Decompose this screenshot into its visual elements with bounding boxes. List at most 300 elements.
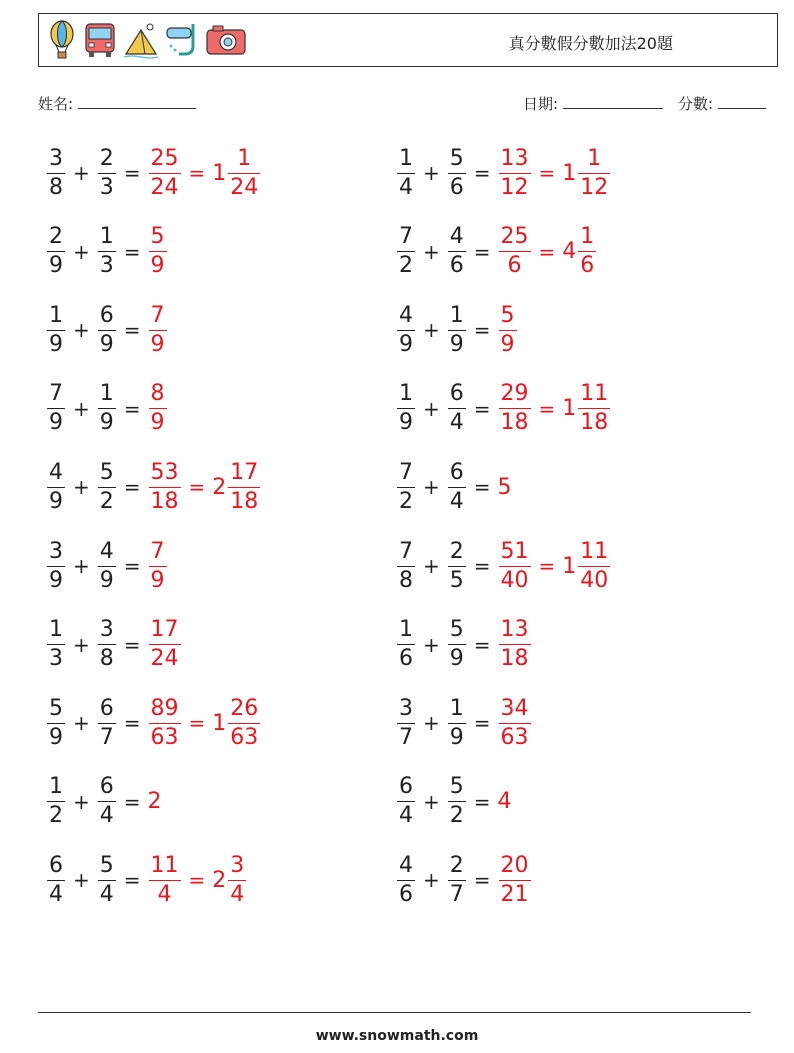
equals-sign: = bbox=[123, 554, 141, 578]
score-blank[interactable] bbox=[718, 94, 766, 109]
addend-fraction bbox=[47, 852, 65, 907]
name-field bbox=[38, 93, 196, 114]
numerator: 1 bbox=[237, 145, 252, 171]
numerator: 34 bbox=[500, 695, 529, 721]
denominator: 9 bbox=[500, 331, 515, 357]
answer bbox=[498, 695, 532, 750]
equals-sign: = bbox=[538, 396, 556, 421]
plus-sign: + bbox=[73, 475, 90, 500]
answer bbox=[148, 145, 262, 200]
plus-sign: + bbox=[73, 239, 90, 264]
numerator: 1 bbox=[49, 774, 63, 800]
denominator: 9 bbox=[49, 488, 63, 514]
equals-sign: = bbox=[123, 318, 141, 343]
addend-fraction bbox=[47, 459, 65, 514]
numerator: 2 bbox=[449, 852, 464, 878]
numerator: 11 bbox=[580, 381, 609, 407]
addend-fraction bbox=[397, 619, 415, 670]
answer-fraction bbox=[499, 538, 531, 593]
denominator: 9 bbox=[399, 331, 413, 357]
addend-fraction bbox=[98, 538, 116, 593]
numerator: 5 bbox=[449, 774, 464, 800]
name-label: 姓名: bbox=[38, 95, 74, 113]
answer-fraction bbox=[149, 459, 181, 514]
plus-sign: + bbox=[423, 239, 440, 264]
numerator: 1 bbox=[399, 617, 413, 643]
numerator: 7 bbox=[150, 302, 165, 328]
equals-sign: = bbox=[473, 868, 491, 893]
addend-fraction bbox=[98, 459, 116, 514]
numerator: 5 bbox=[99, 852, 114, 878]
plus-sign: + bbox=[73, 868, 90, 893]
addend-fraction bbox=[98, 852, 116, 907]
addend-fraction bbox=[397, 383, 415, 434]
answer bbox=[498, 383, 612, 434]
problem-17 bbox=[46, 772, 163, 832]
addend-fraction bbox=[47, 383, 65, 434]
denominator: 9 bbox=[449, 724, 464, 750]
equals-sign: = bbox=[473, 789, 491, 814]
problem-3 bbox=[46, 222, 168, 282]
numerator: 3 bbox=[230, 852, 245, 878]
denominator: 24 bbox=[150, 646, 179, 672]
denominator: 4 bbox=[99, 881, 114, 907]
problem-18 bbox=[396, 772, 513, 832]
answer-fraction bbox=[499, 852, 531, 907]
numerator: 20 bbox=[500, 852, 529, 878]
problem-11 bbox=[46, 536, 168, 596]
answer-fraction bbox=[149, 302, 167, 357]
equals-sign: = bbox=[123, 711, 141, 736]
addend-fraction bbox=[448, 145, 466, 200]
answer-fraction bbox=[499, 302, 517, 357]
name-blank[interactable] bbox=[78, 94, 196, 109]
numerator: 13 bbox=[500, 617, 529, 643]
denominator: 5 bbox=[449, 567, 464, 593]
mixed-whole: 1 bbox=[212, 160, 227, 186]
answer bbox=[148, 302, 168, 357]
denominator: 7 bbox=[99, 724, 114, 750]
date-field bbox=[523, 93, 663, 114]
date-label: 日期: bbox=[523, 95, 559, 113]
denominator: 2 bbox=[99, 488, 114, 514]
denominator: 18 bbox=[500, 410, 529, 436]
answer bbox=[148, 226, 168, 277]
mixed-whole: 2 bbox=[212, 867, 227, 893]
score-field bbox=[678, 93, 766, 114]
denominator: 6 bbox=[449, 253, 464, 279]
addend-fraction bbox=[448, 538, 466, 593]
equals-sign: = bbox=[473, 239, 491, 264]
equals-sign: = bbox=[538, 554, 556, 578]
numerator: 6 bbox=[399, 774, 413, 800]
addend-fraction bbox=[397, 145, 415, 200]
numerator: 89 bbox=[150, 695, 179, 721]
answer-fraction bbox=[149, 226, 167, 277]
addend-fraction bbox=[98, 145, 116, 200]
addend-fraction bbox=[98, 776, 116, 827]
plus-sign: + bbox=[423, 554, 440, 578]
answer bbox=[148, 538, 168, 593]
equals-sign: = bbox=[473, 161, 491, 185]
numerator: 8 bbox=[150, 381, 165, 407]
problem-8 bbox=[396, 379, 611, 439]
problem-6 bbox=[396, 300, 518, 360]
answer-fraction bbox=[149, 852, 181, 907]
answer bbox=[148, 789, 163, 814]
equals-sign: = bbox=[473, 632, 491, 657]
numerator: 6 bbox=[49, 852, 63, 878]
plus-sign: + bbox=[73, 396, 90, 421]
equals-sign: = bbox=[188, 868, 206, 893]
denominator: 6 bbox=[580, 253, 595, 279]
addend-fraction bbox=[397, 459, 415, 514]
denominator: 12 bbox=[500, 174, 529, 200]
denominator: 9 bbox=[150, 253, 165, 279]
denominator: 9 bbox=[49, 724, 63, 750]
denominator: 63 bbox=[230, 724, 259, 750]
addend-fraction bbox=[47, 695, 65, 750]
numerator: 4 bbox=[399, 302, 413, 328]
denominator: 4 bbox=[399, 174, 413, 200]
equals-sign: = bbox=[123, 396, 141, 421]
denominator: 63 bbox=[150, 724, 179, 750]
numerator: 2 bbox=[49, 224, 63, 250]
denominator: 3 bbox=[99, 174, 114, 200]
numerator: 2 bbox=[99, 145, 114, 171]
numerator: 6 bbox=[99, 774, 114, 800]
equals-sign: = bbox=[123, 161, 141, 185]
numerator: 17 bbox=[230, 459, 259, 485]
answer-fraction bbox=[149, 619, 181, 670]
numerator: 11 bbox=[150, 852, 179, 878]
plus-sign: + bbox=[423, 475, 440, 500]
problem-13 bbox=[46, 615, 182, 675]
denominator: 9 bbox=[49, 331, 63, 357]
addend-fraction bbox=[98, 226, 116, 277]
addend-fraction bbox=[397, 776, 415, 827]
equals-sign: = bbox=[123, 868, 141, 893]
snorkel-icon bbox=[165, 20, 199, 60]
problem-5 bbox=[46, 300, 168, 360]
answer-whole: 2 bbox=[147, 789, 162, 815]
plus-sign: + bbox=[423, 868, 440, 893]
numerator: 6 bbox=[99, 695, 114, 721]
numerator: 1 bbox=[49, 302, 63, 328]
numerator: 6 bbox=[449, 381, 464, 407]
equals-sign: = bbox=[473, 475, 491, 500]
addend-fraction bbox=[47, 145, 65, 200]
equals-sign: = bbox=[123, 239, 141, 264]
plus-sign: + bbox=[423, 711, 440, 736]
addend-fraction bbox=[448, 459, 466, 514]
denominator: 9 bbox=[99, 567, 114, 593]
equals-sign: = bbox=[538, 239, 556, 264]
answer bbox=[148, 459, 262, 514]
plus-sign: + bbox=[423, 632, 440, 657]
denominator: 7 bbox=[449, 881, 464, 907]
mixed-whole: 1 bbox=[562, 160, 577, 186]
numerator: 7 bbox=[399, 224, 413, 250]
mixed-fraction bbox=[578, 226, 596, 277]
answer-whole: 4 bbox=[497, 789, 512, 815]
numerator: 5 bbox=[449, 617, 464, 643]
addend-fraction bbox=[47, 302, 65, 357]
addend-fraction bbox=[47, 538, 65, 593]
numerator: 29 bbox=[500, 381, 529, 407]
numerator: 11 bbox=[580, 538, 609, 564]
denominator: 6 bbox=[399, 646, 413, 672]
numerator: 1 bbox=[587, 145, 602, 171]
answer bbox=[148, 383, 168, 434]
answer bbox=[498, 302, 518, 357]
numerator: 25 bbox=[500, 224, 529, 250]
addend-fraction bbox=[98, 695, 116, 750]
numerator: 1 bbox=[49, 617, 63, 643]
mixed-fraction bbox=[228, 695, 260, 750]
answer bbox=[498, 145, 612, 200]
addend-fraction bbox=[448, 852, 466, 907]
numerator: 5 bbox=[49, 695, 63, 721]
addend-fraction bbox=[448, 776, 466, 827]
mixed-whole: 2 bbox=[212, 474, 227, 500]
worksheet-title: 真分數假分數加法20題 bbox=[508, 34, 673, 53]
numerator: 5 bbox=[449, 145, 464, 171]
denominator: 9 bbox=[150, 410, 165, 436]
plus-sign: + bbox=[73, 161, 90, 185]
denominator: 4 bbox=[449, 488, 464, 514]
answer bbox=[498, 538, 612, 593]
mixed-fraction bbox=[578, 383, 610, 434]
answer-whole: 5 bbox=[497, 474, 512, 500]
answer bbox=[498, 789, 513, 814]
numerator: 4 bbox=[49, 459, 63, 485]
equals-sign: = bbox=[473, 318, 491, 343]
addend-fraction bbox=[448, 383, 466, 434]
denominator: 21 bbox=[500, 881, 529, 907]
denominator: 18 bbox=[500, 646, 529, 672]
numerator: 3 bbox=[399, 695, 413, 721]
denominator: 9 bbox=[49, 410, 63, 436]
denominator: 40 bbox=[580, 567, 609, 593]
numerator: 26 bbox=[230, 695, 259, 721]
numerator: 3 bbox=[99, 617, 114, 643]
problem-1 bbox=[46, 143, 261, 203]
addend-fraction bbox=[448, 302, 466, 357]
addend-fraction bbox=[397, 226, 415, 277]
answer bbox=[148, 852, 248, 907]
denominator: 4 bbox=[99, 803, 114, 829]
numerator: 6 bbox=[99, 302, 114, 328]
denominator: 9 bbox=[449, 646, 464, 672]
pyramid-icon bbox=[123, 20, 159, 60]
numerator: 4 bbox=[99, 538, 114, 564]
mixed-whole: 1 bbox=[562, 553, 577, 579]
denominator: 18 bbox=[230, 488, 259, 514]
equals-sign: = bbox=[188, 161, 206, 185]
denominator: 6 bbox=[449, 174, 464, 200]
footer-divider bbox=[38, 1012, 751, 1013]
answer-fraction bbox=[149, 145, 181, 200]
plus-sign: + bbox=[73, 632, 90, 657]
numerator: 1 bbox=[399, 381, 413, 407]
mixed-fraction bbox=[578, 145, 610, 200]
problem-9 bbox=[46, 457, 261, 517]
denominator: 63 bbox=[500, 724, 529, 750]
addend-fraction bbox=[448, 226, 466, 277]
denominator: 2 bbox=[399, 253, 413, 279]
score-label: 分數: bbox=[678, 95, 714, 113]
numerator: 7 bbox=[49, 381, 63, 407]
answer-fraction bbox=[149, 695, 181, 750]
denominator: 9 bbox=[150, 567, 165, 593]
numerator: 4 bbox=[449, 224, 464, 250]
plus-sign: + bbox=[73, 789, 90, 814]
plus-sign: + bbox=[73, 318, 90, 343]
addend-fraction bbox=[397, 695, 415, 750]
denominator: 2 bbox=[449, 803, 464, 829]
worksheet-header bbox=[38, 13, 778, 67]
denominator: 6 bbox=[507, 253, 522, 279]
answer bbox=[498, 475, 513, 500]
denominator: 24 bbox=[230, 174, 259, 200]
problem-16 bbox=[396, 693, 532, 753]
denominator: 9 bbox=[150, 331, 165, 357]
equals-sign: = bbox=[473, 711, 491, 736]
denominator: 2 bbox=[399, 488, 413, 514]
denominator: 7 bbox=[399, 724, 413, 750]
denominator: 3 bbox=[49, 646, 63, 672]
problem-15 bbox=[46, 693, 261, 753]
denominator: 18 bbox=[580, 410, 609, 436]
answer-fraction bbox=[149, 383, 167, 434]
numerator: 7 bbox=[399, 538, 413, 564]
numerator: 17 bbox=[150, 617, 179, 643]
mixed-fraction bbox=[228, 852, 246, 907]
denominator: 9 bbox=[49, 253, 63, 279]
answer bbox=[498, 852, 532, 907]
plus-sign: + bbox=[423, 789, 440, 814]
numerator: 5 bbox=[500, 302, 515, 328]
answer-fraction bbox=[499, 145, 531, 200]
answer bbox=[148, 619, 182, 670]
denominator: 2 bbox=[49, 803, 63, 829]
mixed-whole: 1 bbox=[562, 396, 577, 422]
answer bbox=[148, 695, 262, 750]
denominator: 8 bbox=[49, 174, 63, 200]
denominator: 24 bbox=[150, 174, 179, 200]
answer-fraction bbox=[149, 538, 167, 593]
addend-fraction bbox=[448, 619, 466, 670]
plus-sign: + bbox=[73, 554, 90, 578]
denominator: 4 bbox=[399, 803, 413, 829]
numerator: 7 bbox=[399, 459, 413, 485]
denominator: 4 bbox=[230, 881, 245, 907]
numerator: 6 bbox=[449, 459, 464, 485]
numerator: 1 bbox=[449, 302, 464, 328]
addend-fraction bbox=[98, 302, 116, 357]
denominator: 9 bbox=[99, 331, 114, 357]
header-icons bbox=[47, 20, 247, 60]
footer-url: www.snowmath.com bbox=[315, 1028, 479, 1044]
numerator: 1 bbox=[399, 145, 413, 171]
problem-2 bbox=[396, 143, 611, 203]
plus-sign: + bbox=[423, 161, 440, 185]
problem-14 bbox=[396, 615, 532, 675]
addend-fraction bbox=[448, 695, 466, 750]
addend-fraction bbox=[47, 619, 65, 670]
denominator: 9 bbox=[449, 331, 464, 357]
bus-icon bbox=[83, 20, 117, 60]
date-blank[interactable] bbox=[563, 94, 663, 109]
camera-icon bbox=[205, 20, 247, 60]
hot-air-balloon-icon bbox=[47, 20, 77, 60]
equals-sign: = bbox=[123, 789, 141, 814]
answer-fraction bbox=[499, 695, 531, 750]
numerator: 3 bbox=[49, 145, 63, 171]
problem-7 bbox=[46, 379, 168, 439]
problem-19 bbox=[46, 850, 247, 910]
numerator: 7 bbox=[150, 538, 165, 564]
numerator: 1 bbox=[580, 224, 595, 250]
denominator: 4 bbox=[49, 881, 63, 907]
denominator: 9 bbox=[399, 410, 413, 436]
numerator: 51 bbox=[500, 538, 529, 564]
plus-sign: + bbox=[73, 711, 90, 736]
mixed-fraction bbox=[228, 145, 260, 200]
answer-fraction bbox=[499, 383, 531, 434]
denominator: 12 bbox=[580, 174, 609, 200]
addend-fraction bbox=[397, 538, 415, 593]
numerator: 3 bbox=[49, 538, 63, 564]
numerator: 53 bbox=[150, 459, 179, 485]
equals-sign: = bbox=[473, 396, 491, 421]
answer bbox=[498, 226, 598, 277]
equals-sign: = bbox=[123, 632, 141, 657]
numerator: 1 bbox=[99, 224, 114, 250]
addend-fraction bbox=[397, 852, 415, 907]
equals-sign: = bbox=[188, 475, 206, 500]
numerator: 5 bbox=[150, 224, 165, 250]
denominator: 40 bbox=[500, 567, 529, 593]
denominator: 6 bbox=[399, 881, 413, 907]
equals-sign: = bbox=[538, 161, 556, 185]
problem-10 bbox=[396, 457, 513, 517]
denominator: 18 bbox=[150, 488, 179, 514]
problem-20 bbox=[396, 850, 532, 910]
answer-fraction bbox=[499, 226, 531, 277]
numerator: 5 bbox=[99, 459, 114, 485]
mixed-fraction bbox=[578, 538, 610, 593]
numerator: 1 bbox=[99, 381, 114, 407]
denominator: 4 bbox=[449, 410, 464, 436]
answer-fraction bbox=[499, 619, 531, 670]
answer bbox=[498, 619, 532, 670]
equals-sign: = bbox=[123, 475, 141, 500]
plus-sign: + bbox=[423, 318, 440, 343]
numerator: 1 bbox=[449, 695, 464, 721]
mixed-whole: 4 bbox=[562, 239, 577, 265]
plus-sign: + bbox=[423, 396, 440, 421]
denominator: 8 bbox=[399, 567, 413, 593]
denominator: 9 bbox=[99, 410, 114, 436]
equals-sign: = bbox=[188, 711, 206, 736]
addend-fraction bbox=[98, 383, 116, 434]
mixed-whole: 1 bbox=[212, 710, 227, 736]
addend-fraction bbox=[397, 302, 415, 357]
denominator: 4 bbox=[157, 881, 172, 907]
problem-4 bbox=[396, 222, 597, 282]
